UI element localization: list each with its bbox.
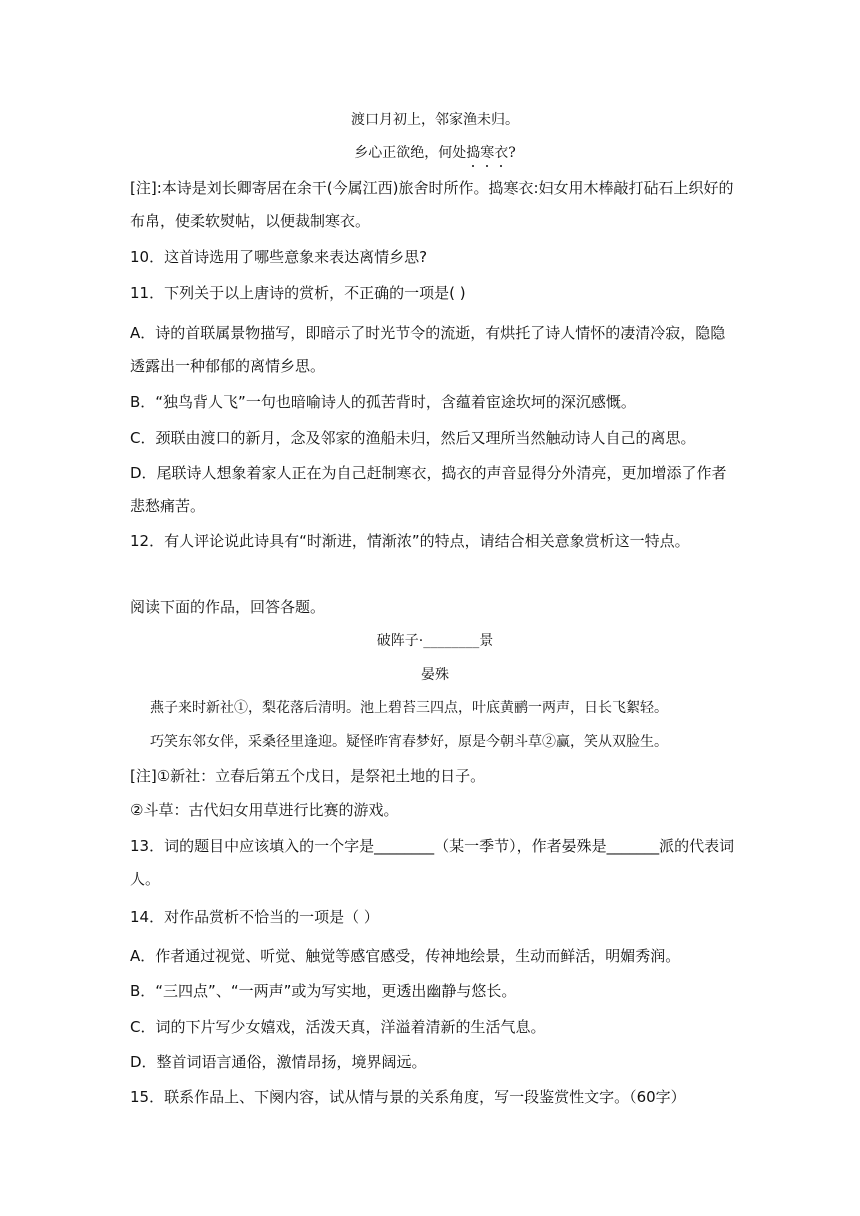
question-15: 15．联系作品上、下阕内容，试从情与景的关系角度，写一段鉴赏性文字。（60字）: [130, 1088, 686, 1106]
question-11-option-d-line-1: D．尾联诗人想象着家人正在为自己赶制寒衣，捣衣的声音显得分外清亮，更加增添了作者: [130, 464, 727, 482]
question-14-option-a: A．作者通过视觉、听觉、触觉等感官感受，传神地绘景，生动而鲜活，明媚秀润。: [130, 947, 681, 965]
ci-title: 破阵子·________景: [376, 633, 494, 649]
poem-line-2-prefix: 乡心正欲绝，何处: [354, 145, 467, 161]
question-14-option-b: B．“三四点”、“一两声”或为写实地，更透出幽静与悠长。: [130, 982, 517, 1000]
question-12: 12．有人评论说此诗具有“时渐进，情渐浓”的特点，请结合相关意象赏析这一特点。: [130, 532, 690, 550]
question-11-option-b: B．“独鸟背人飞”一句也暗喻诗人的孤苦背时，含蕴着宦途坎坷的深沉感慨。: [130, 393, 636, 411]
question-14-option-d: D．整首词语言通俗，激情昂扬，境界阔远。: [130, 1053, 427, 1071]
question-13-line-1: 13．词的题目中应该填入的一个字是________（某一季节），作者晏殊是_______派的代表词: [130, 837, 735, 855]
question-11-option-c: C．颈联由渡口的新月，念及邻家的渔船未归，然后又理所当然触动诗人自己的离思。: [130, 429, 696, 447]
note-1-line-1: [注]:本诗是刘长卿寄居在余干(今属江西)旅舍时所作。捣寒衣:妇女用木棒敲打砧石上织好的: [130, 179, 734, 197]
poem-line-2: [130, 143, 740, 163]
question-14-stem: 14．对作品赏析不恰当的一项是（ ）: [130, 908, 379, 926]
ci-line-2: 巧笑东邻女伴，采桑径里逢迎。疑怪昨宵春梦好，原是今朝斗草②赢，笑从双脸生。: [150, 734, 668, 750]
poem-line-1: 渡口月初上，邻家渔未归。: [351, 112, 519, 128]
question-11-option-a-line-1: A．诗的首联属景物描写，即暗示了时光节令的流逝，有烘托了诗人情怀的凄清冷寂，隐隐: [130, 324, 726, 342]
question-11-stem: 11．下列关于以上唐诗的赏析，不正确的一项是( ): [130, 284, 466, 302]
emphasis-char-2: 寒: [480, 145, 495, 161]
section-2-intro: 阅读下面的作品，回答各题。: [130, 598, 326, 616]
emphasis-char-3: 衣: [494, 145, 509, 161]
question-10: 10．这首诗选用了哪些意象来表达离情乡思?: [130, 248, 428, 266]
note-2-line-2: ②斗草：古代妇女用草进行比赛的游戏。: [130, 801, 399, 819]
question-14-option-c: C．词的下片写少女嬉戏，活泼天真，洋溢着清新的生活气息。: [130, 1018, 546, 1036]
ci-line-1: 燕子来时新社①，梨花落后清明。池上碧苔三四点，叶底黄鹂一两声，日长飞絮轻。: [150, 700, 668, 716]
question-11-option-d-line-2: 悲愁痛苦。: [130, 497, 206, 515]
poem-line-2-suffix: ?: [508, 145, 516, 161]
note-1-line-2: 布帛，使柔软熨帖，以便裁制寒衣。: [130, 212, 371, 230]
question-13-line-2: 人。: [130, 870, 161, 888]
note-2-line-1: [注]①新社：立春后第五个戊日，是祭祀土地的日子。: [130, 767, 486, 785]
emphasis-char-1: 捣: [466, 145, 481, 161]
question-11-option-a-line-2: 透露出一种郁郁的离情乡思。: [130, 357, 326, 375]
ci-author: 晏殊: [421, 667, 449, 683]
